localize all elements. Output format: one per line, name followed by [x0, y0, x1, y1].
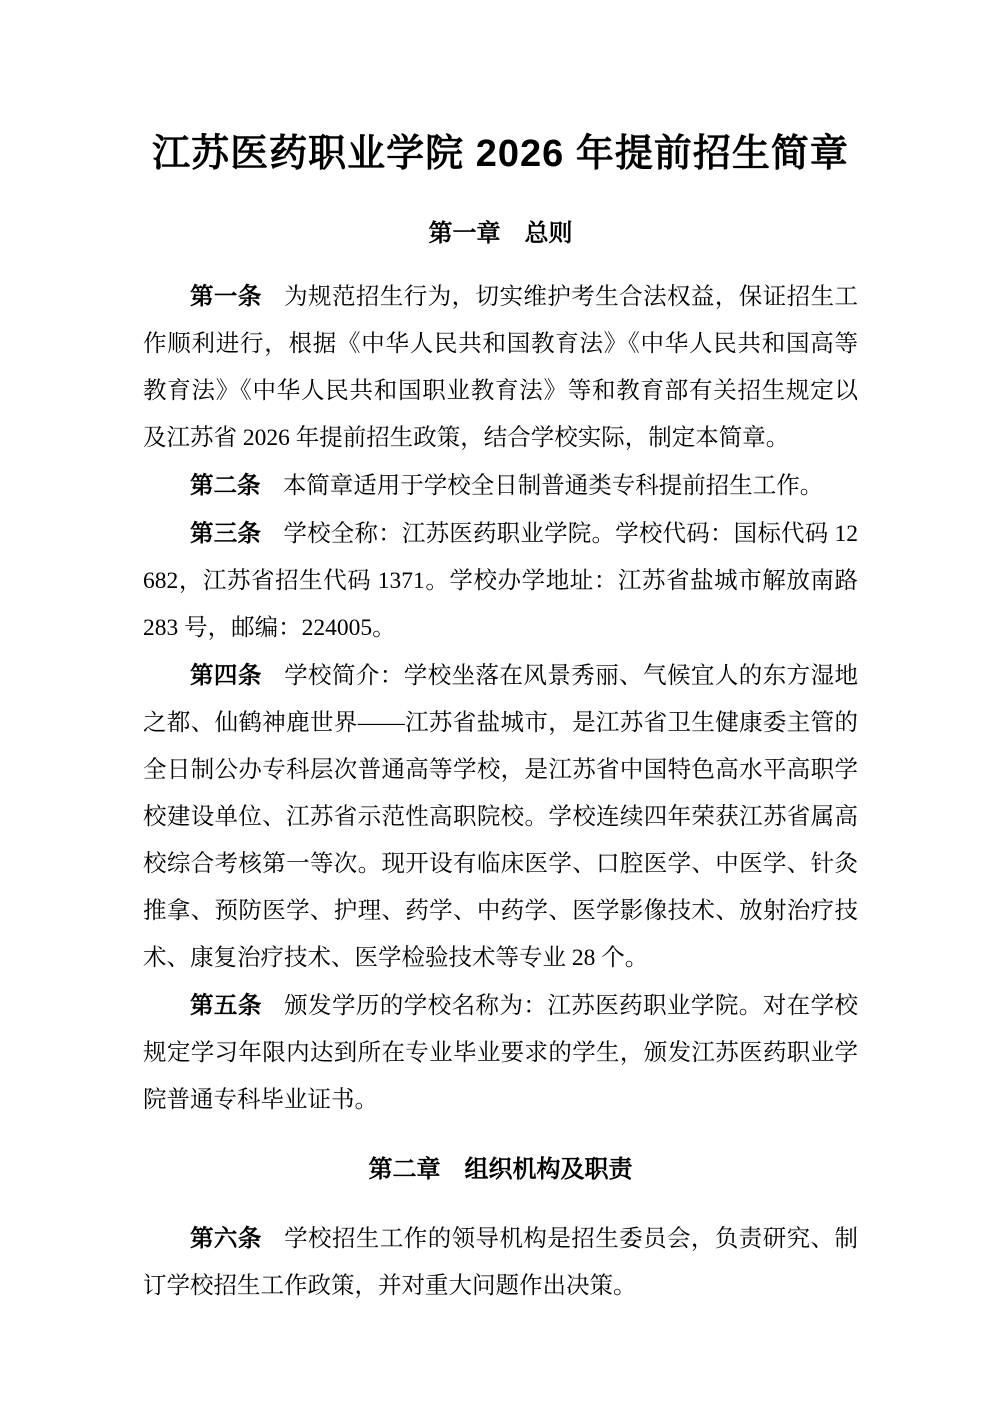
article-text-5: 颁发学历的学校名称为：江苏医药职业学院。对在学校规定学习年限内达到所在专业毕业要求的学生，颁发江苏医药职业学院普通专科毕业证书。 — [143, 993, 859, 1113]
article-paragraph-5 — [143, 982, 858, 1124]
article-text-1: 为规范招生行为，切实维护考生合法权益，保证招生工作顺利进行，根据《中华人民共和国教育法》《中华人民共和国高等教育法》《中华人民共和国职业教育法》等和教育部有关招生规定以及江苏省 2026 年提前招生政策，结合学校实际，制定本简章。 — [143, 284, 859, 451]
article-label-6: 第六条 — [190, 1225, 262, 1251]
chapter-heading-2: 第二章 组织机构及职责 — [368, 1156, 633, 1183]
document-title: 江苏医药职业学院 2026 年提前招生简章 — [152, 133, 849, 175]
article-paragraph-3 — [143, 510, 858, 652]
article-text-6: 学校招生工作的领导机构是招生委员会，负责研究、制订学校招生工作政策，并对重大问题作出决策。 — [143, 1226, 859, 1299]
article-label-4: 第四条 — [190, 662, 262, 688]
article-label-1: 第一条 — [190, 283, 262, 309]
article-paragraph-6 — [143, 1215, 858, 1310]
chapter-heading-1: 第一章 总则 — [428, 220, 573, 247]
article-paragraph-4 — [143, 652, 858, 982]
article-label-5: 第五条 — [190, 992, 262, 1018]
article-text-2: 本简章适用于学校全日制普通类专科提前招生工作。 — [282, 473, 824, 499]
article-text-3: 学校全称：江苏医药职业学院。学校代码：国标代码 12682，江苏省招生代码 1371。学校办学地址：江苏省盐城市解放南路 283 号，邮编：224005。 — [143, 521, 859, 641]
article-label-2: 第二条 — [190, 472, 261, 498]
article-paragraph-2 — [143, 462, 858, 510]
article-label-3: 第三条 — [190, 520, 262, 546]
article-paragraph-1 — [143, 273, 858, 462]
article-text-4: 学校简介：学校坐落在风景秀丽、气候宜人的东方湿地之都、仙鹤神鹿世界——江苏省盐城市，是江苏省卫生健康委主管的全日制公办专科层次普通高等学校，是江苏省中国特色高水平高职学校建设单位、江苏省示范性高职院校。学校连续四年荣获江苏省属高校综合考核第一等次。现开设有临床医学、口腔医学、中医学、针灸推拿、预防医学、护理、药学、中药学、医学影像技术、放射治疗技术、康复治疗技术、医学检验技术等专业 28 个。 — [143, 663, 859, 971]
